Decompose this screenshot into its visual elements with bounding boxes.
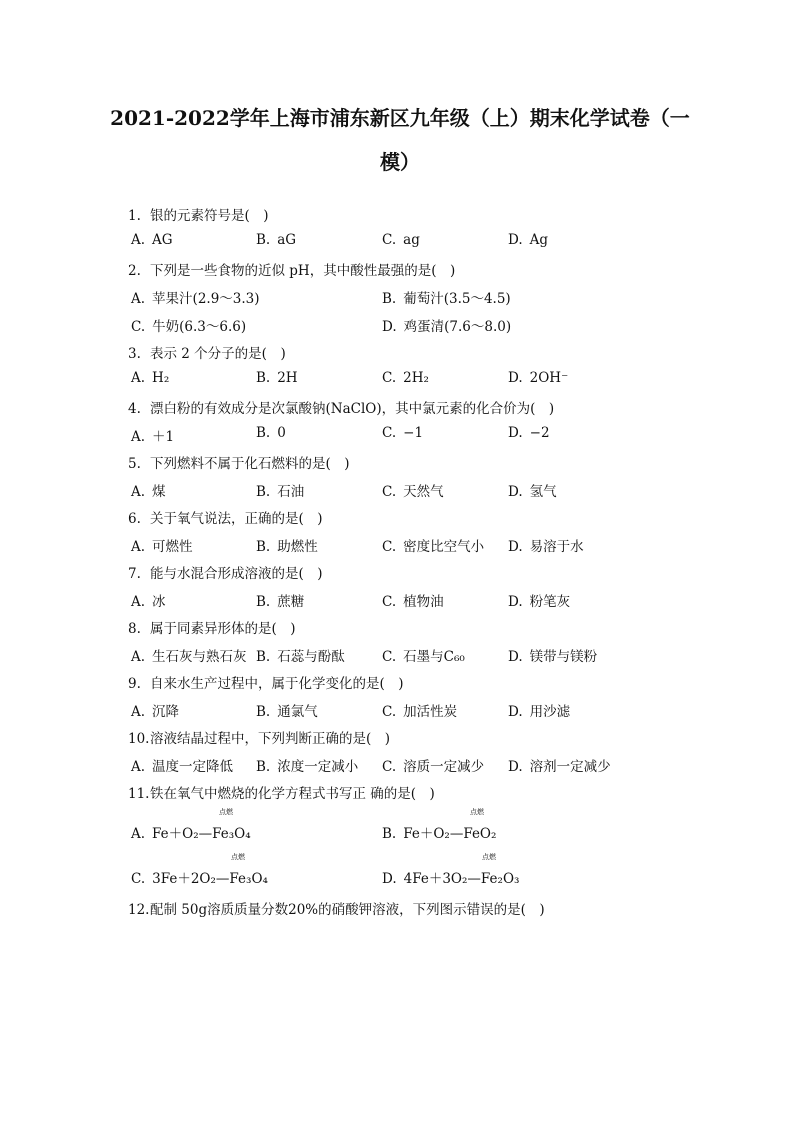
option-11c: C. 3Fe＋2O₂—Fe₃O₄ 点燃 bbox=[131, 853, 268, 887]
option-7a: A. 冰 bbox=[131, 594, 166, 610]
option-2d: D. 鸡蛋清(7.6～8.0) bbox=[382, 319, 512, 335]
option-7c: C. 植物油 bbox=[382, 594, 444, 610]
option-9a: A. 沉降 bbox=[131, 704, 180, 720]
option-9d: D. 用沙滤 bbox=[508, 704, 571, 720]
equation: Fe＋O₂—Fe₃O₄ bbox=[152, 826, 251, 842]
question-9: 9. 自来水生产过程中，属于化学变化的是( ) bbox=[128, 676, 404, 692]
option-5b: B. 石油 bbox=[256, 484, 305, 500]
option-3c: C. 2H₂ bbox=[382, 370, 429, 386]
option-11a: A. Fe＋O₂—Fe₃O₄ 点燃 bbox=[131, 808, 251, 842]
option-2b: B. 葡萄汁(3.5～4.5) bbox=[382, 291, 511, 307]
option-5d: D. 氢气 bbox=[508, 484, 557, 500]
equation: Fe＋O₂—FeO₂ bbox=[403, 826, 497, 842]
option-7b: B. 蔗糖 bbox=[256, 594, 305, 610]
question-4: 4. 漂白粉的有效成分是次氯酸钠(NaClO)，其中氯元素的化合价为( ) bbox=[128, 401, 555, 417]
question-text: 银的元素符号是( ) bbox=[150, 208, 269, 224]
option-6a: A. 可燃性 bbox=[131, 539, 193, 555]
question-text: 配制 50g溶质质量分数20%的硝酸钾溶液，下列图示错误的是( ) bbox=[150, 902, 545, 918]
option-1d: D. Ag bbox=[508, 232, 549, 248]
question-text: 属于同素异形体的是( ) bbox=[150, 621, 296, 637]
option-10d: D. 溶剂一定减少 bbox=[508, 759, 611, 775]
question-3: 3. 表示 2 个分子的是( ) bbox=[128, 346, 286, 362]
question-10: 10.溶液结晶过程中，下列判断正确的是( ) bbox=[128, 731, 391, 747]
option-11b: B. Fe＋O₂—FeO₂ 点燃 bbox=[382, 808, 497, 842]
question-8: 8. 属于同素异形体的是( ) bbox=[128, 621, 296, 637]
option-8b: B. 石蕊与酚酞 bbox=[256, 649, 345, 665]
question-text: 下列是一些食物的近似 pH，其中酸性最强的是( ) bbox=[150, 263, 456, 279]
option-11d: D. 4Fe＋3O₂—Fe₂O₃ 点燃 bbox=[382, 853, 520, 887]
option-8a: A. 生石灰与熟石灰 bbox=[131, 649, 247, 665]
option-10a: A. 温度一定降低 bbox=[131, 759, 234, 775]
option-4d: D. −2 bbox=[508, 425, 550, 441]
question-6: 6. 关于氧气说法，正确的是( ) bbox=[128, 511, 323, 527]
question-1: 1. 银的元素符号是( ) bbox=[128, 208, 269, 224]
equation: 4Fe＋3O₂—Fe₂O₃ bbox=[403, 871, 520, 887]
question-7: 7. 能与水混合形成溶液的是( ) bbox=[128, 566, 323, 582]
reaction-condition: 点燃 bbox=[470, 808, 484, 816]
option-3b: B. 2H bbox=[256, 370, 298, 386]
option-8c: C. 石墨与C₆₀ bbox=[382, 649, 465, 665]
option-1b: B. aG bbox=[256, 232, 297, 248]
option-1a: A. AG bbox=[131, 232, 173, 248]
option-9b: B. 通氯气 bbox=[256, 704, 318, 720]
option-4c: C. −1 bbox=[382, 425, 424, 441]
option-5a: A. 煤 bbox=[131, 484, 166, 500]
option-4a: A. ＋1 bbox=[131, 429, 175, 445]
option-6b: B. 助燃性 bbox=[256, 539, 318, 555]
option-7d: D. 粉笔灰 bbox=[508, 594, 571, 610]
exam-title bbox=[95, 96, 705, 184]
title-line-1: 2021-2022学年上海市浦东新区九年级（上）期末化学试卷（一 bbox=[110, 106, 690, 130]
option-10c: C. 溶质一定减少 bbox=[382, 759, 485, 775]
option-2a: A. 苹果汁(2.9～3.3) bbox=[131, 291, 260, 307]
option-8d: D. 镁带与镁粉 bbox=[508, 649, 598, 665]
option-3d: D. 2OH⁻ bbox=[508, 370, 569, 386]
question-text: 能与水混合形成溶液的是( ) bbox=[150, 566, 323, 582]
reaction-condition: 点燃 bbox=[482, 853, 496, 861]
reaction-condition: 点燃 bbox=[231, 853, 245, 861]
option-9c: C. 加活性炭 bbox=[382, 704, 458, 720]
option-3a: A. H₂ bbox=[131, 370, 170, 386]
option-2c: C. 牛奶(6.3～6.6) bbox=[131, 319, 247, 335]
question-11: 11.铁在氧气中燃烧的化学方程式书写正 确的是( ) bbox=[128, 786, 435, 802]
question-text: 铁在氧气中燃烧的化学方程式书写正 确的是( ) bbox=[150, 786, 435, 802]
question-12: 12.配制 50g溶质质量分数20%的硝酸钾溶液，下列图示错误的是( ) bbox=[128, 902, 545, 918]
option-1c: C. ag bbox=[382, 232, 420, 248]
question-text: 漂白粉的有效成分是次氯酸钠(NaClO)，其中氯元素的化合价为( ) bbox=[150, 401, 555, 417]
option-5c: C. 天然气 bbox=[382, 484, 444, 500]
question-5: 5. 下列燃料不属于化石燃料的是( ) bbox=[128, 456, 350, 472]
question-text: 表示 2 个分子的是( ) bbox=[150, 346, 286, 362]
question-text: 关于氧气说法，正确的是( ) bbox=[150, 511, 323, 527]
option-6d: D. 易溶于水 bbox=[508, 539, 584, 555]
equation: 3Fe＋2O₂—Fe₃O₄ bbox=[152, 871, 268, 887]
question-2: 2. 下列是一些食物的近似 pH，其中酸性最强的是( ) bbox=[128, 263, 456, 279]
question-text: 自来水生产过程中，属于化学变化的是( ) bbox=[150, 676, 404, 692]
option-10b: B. 浓度一定减小 bbox=[256, 759, 359, 775]
question-text: 溶液结晶过程中，下列判断正确的是( ) bbox=[150, 731, 391, 747]
option-4b: B. 0 bbox=[256, 425, 286, 441]
reaction-condition: 点燃 bbox=[219, 808, 233, 816]
option-6c: C. 密度比空气小 bbox=[382, 539, 485, 555]
title-line-2: 模） bbox=[380, 150, 420, 174]
question-text: 下列燃料不属于化石燃料的是( ) bbox=[150, 456, 350, 472]
